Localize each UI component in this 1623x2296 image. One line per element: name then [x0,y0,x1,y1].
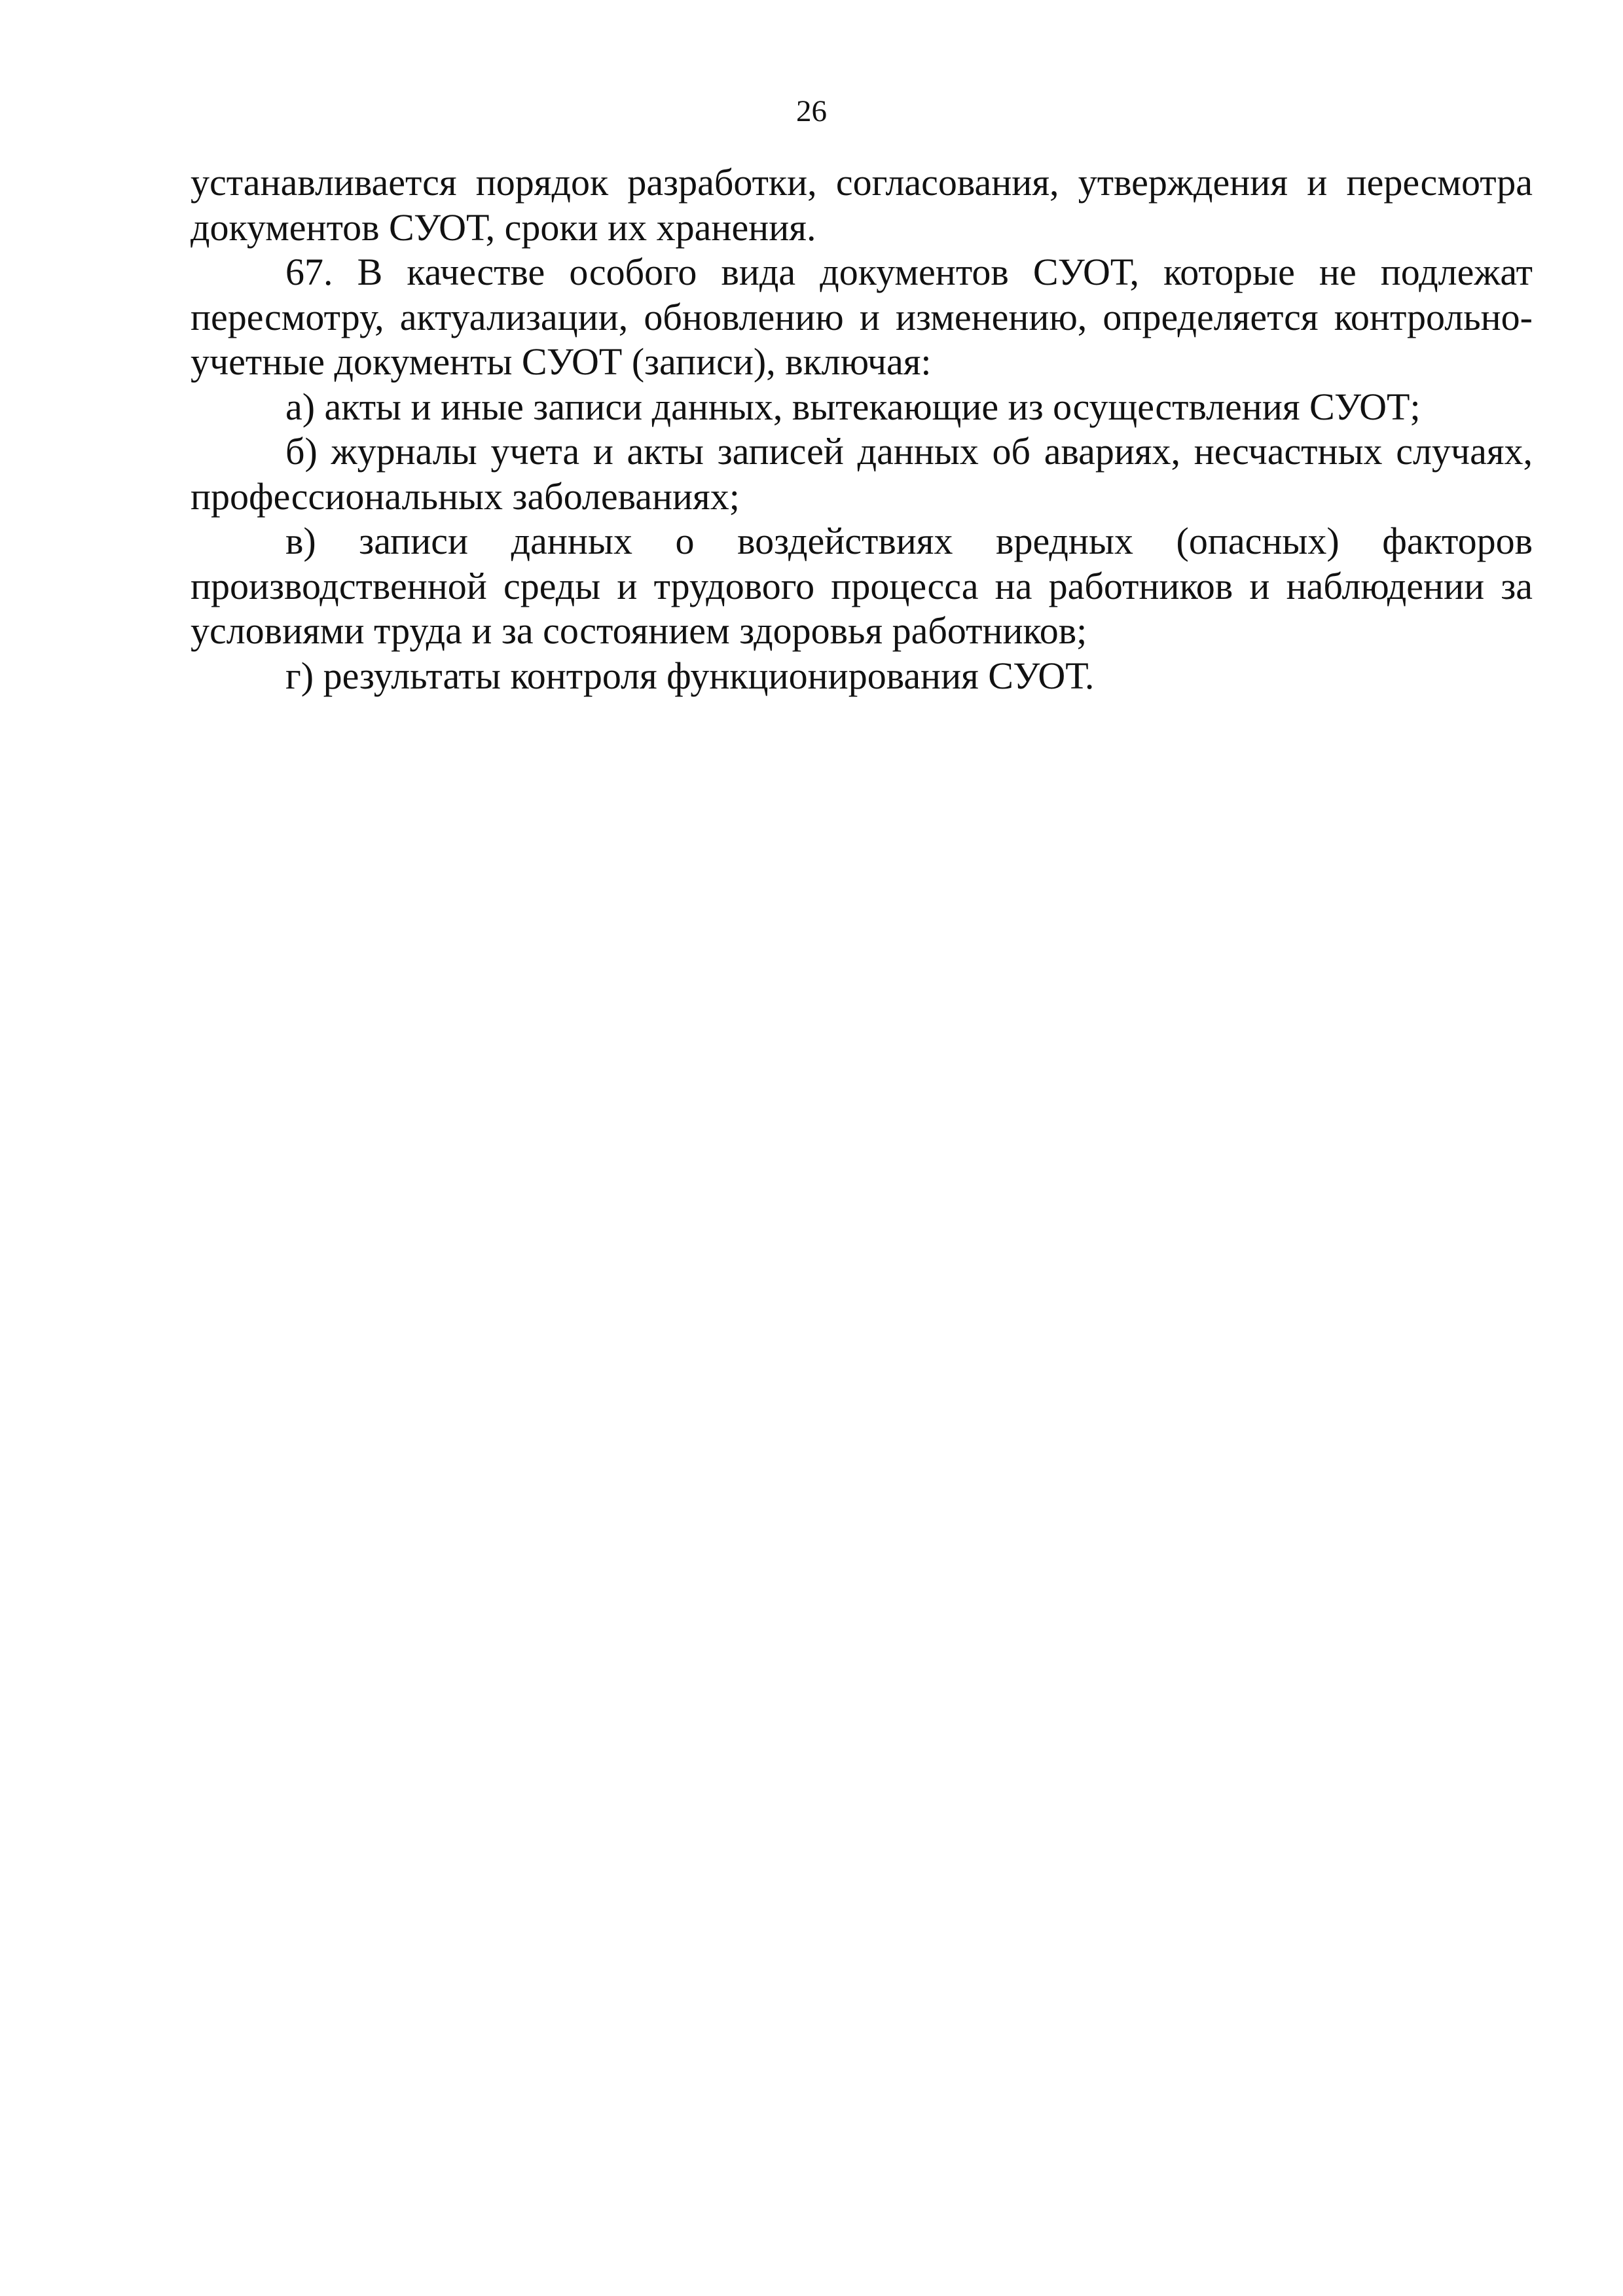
list-item-g: г) результаты контроля функционирования СУОТ. [285,654,1095,697]
page-number: 26 [796,94,827,128]
list-item-a: а) акты и иные записи данных, вытекающие из осуществления СУОТ; [285,385,1421,428]
document-body [191,160,1533,698]
list-item-b: б) журналы учета и акты записей данных об авариях, несчастных случаях, профессиональных заболеваниях; [191,430,1533,518]
paragraph-item-67: 67. В качестве особого вида документов СУОТ, которые не подлежат пересмотру, актуализации, обновлению и изменению, определяется контрольно-учетные документы СУОТ (записи), включая: [191,251,1533,383]
paragraph-continuation: устанавливается порядок разработки, согласования, утверждения и пересмотра документов СУОТ, сроки их хранения. [191,161,1533,249]
list-item-v: в) записи данных о воздействиях вредных (опасных) факторов производственной среды и трудового процесса на работников и наблюдении за условиями труда и за состоянием здоровья работников; [191,520,1533,652]
